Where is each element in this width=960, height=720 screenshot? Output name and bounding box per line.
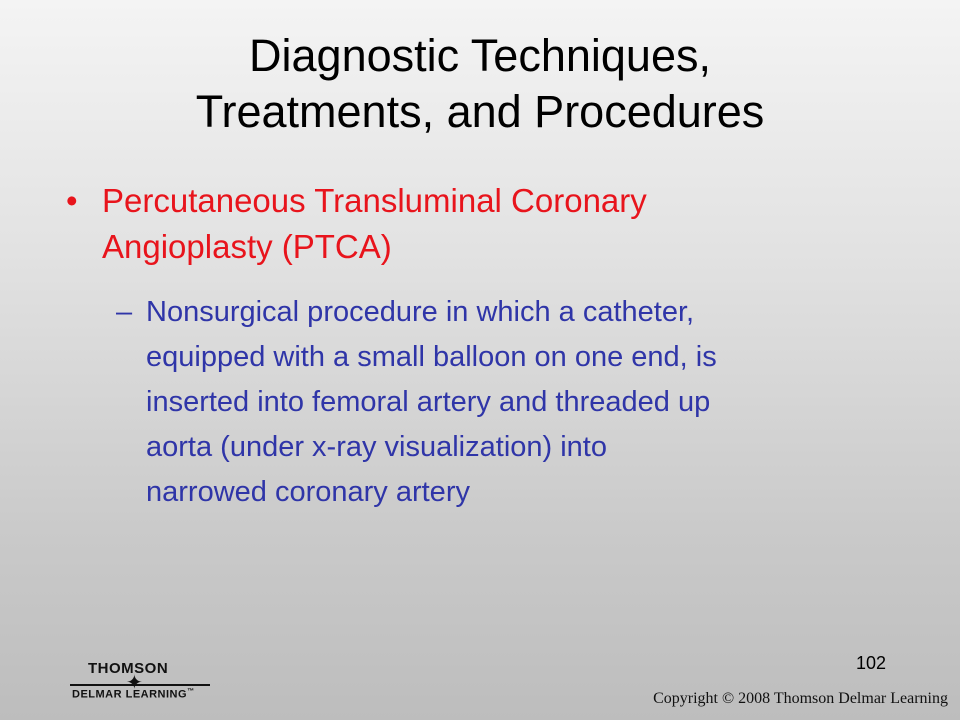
logo-line-1: THOMSON: [88, 660, 169, 677]
bullet-text: [102, 178, 842, 270]
sub-bullet-line-2: equipped with a small balloon on one end, is: [146, 341, 717, 373]
logo-line-2: DELMAR LEARNING™: [72, 688, 195, 701]
sub-bullet-marker: –: [116, 296, 133, 328]
sub-bullet-line-1: Nonsurgical procedure in which a catheter,: [146, 296, 695, 328]
sub-bullet-line-3: inserted into femoral artery and threaded up: [146, 386, 711, 418]
bullet-marker: •: [66, 182, 78, 219]
page-number: 102: [855, 653, 886, 673]
slide-title: [60, 28, 900, 140]
copyright-notice: Copyright © 2008 Thomson Delmar Learning: [653, 690, 948, 707]
thomson-delmar-logo: [60, 660, 220, 708]
logo-star-icon: ✦: [126, 672, 143, 694]
title-line-1: Diagnostic Techniques,: [249, 30, 711, 81]
title-line-2: Treatments, and Procedures: [195, 86, 765, 137]
sub-bullet-line-4: aorta (under x-ray visualization) into: [146, 431, 607, 463]
bullet-line-1: Percutaneous Transluminal Coronary: [102, 182, 647, 219]
sub-bullet-text: [146, 290, 886, 515]
bullet-line-2: Angioplasty (PTCA): [102, 228, 392, 265]
sub-bullet-line-5: narrowed coronary artery: [146, 476, 470, 508]
